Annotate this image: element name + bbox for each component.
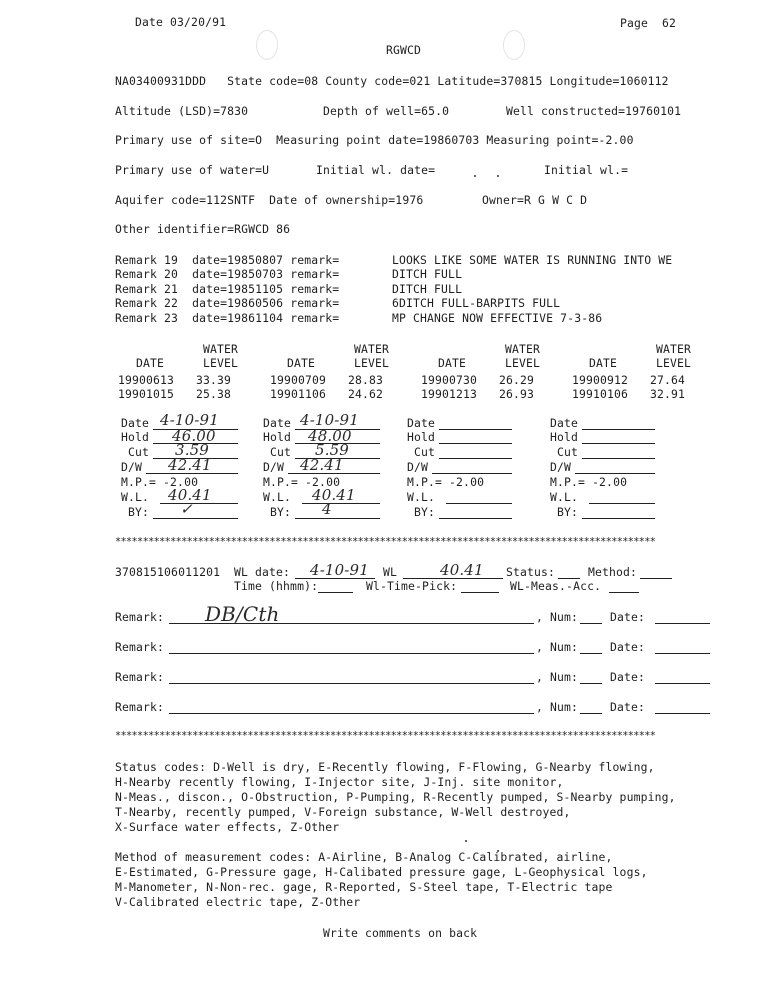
date-field[interactable]: [655, 623, 710, 624]
wl-meas-acc-label: WL-Meas.-Acc.: [510, 579, 602, 593]
cut-handwriting: 3.59: [175, 441, 209, 459]
cut-label: Cut: [270, 445, 292, 459]
hold-handwriting: 46.00: [172, 427, 216, 445]
legend-line: Status codes: D-Well is dry, E-Recently flowing, F-Flowing, G-Nearby flowing,: [115, 760, 655, 774]
date-field[interactable]: [439, 429, 512, 430]
wl-date-label: WL date:: [234, 565, 291, 579]
mp-value: M.P.= -2.00: [407, 475, 485, 489]
date-label: Date:: [610, 640, 646, 654]
owner: Owner=R G W C D: [482, 193, 588, 207]
dot-mark: [474, 175, 476, 177]
table-cell: 25.38: [196, 387, 232, 401]
table-cell: 19900709: [270, 373, 327, 387]
legend-line: M-Manometer, N-Non-rec. gage, R-Reported, S-Steel tape, T-Electric tape: [115, 880, 613, 894]
num-field[interactable]: [580, 653, 602, 654]
num-label: , Num:: [536, 670, 579, 684]
by-field[interactable]: [295, 518, 380, 519]
other-identifier: Other identifier=RGWCD 86: [115, 222, 291, 236]
separator-line: **************************************************************************************************: [115, 731, 656, 742]
by-label: BY:: [557, 505, 579, 519]
wl-date-handwriting: 4-10-91: [310, 561, 369, 579]
cut-field[interactable]: [439, 458, 512, 459]
legend-line: N-Meas., discon., O-Obstruction, P-Pumping, R-Recently pumped, S-Nearby pumping,: [115, 790, 676, 804]
col-header-level: LEVEL: [656, 356, 692, 370]
hold-field[interactable]: [439, 443, 512, 444]
wl-label: W.L.: [550, 490, 579, 504]
aquifer-code: Aquifer code=112SNTF Date of ownership=1976: [115, 193, 424, 207]
by-label: BY:: [414, 505, 436, 519]
col-header-level: LEVEL: [203, 356, 239, 370]
date-label: Date: [263, 416, 292, 430]
mp-value: M.P.= -2.00: [121, 475, 199, 489]
by-handwriting: 4: [322, 500, 332, 518]
hold-label: Hold: [121, 430, 150, 444]
wl-handwriting: 40.41: [312, 486, 356, 504]
remark-label: Remark:: [115, 700, 165, 714]
remark-text: DITCH FULL: [392, 267, 463, 281]
by-handwriting: ✓: [180, 500, 193, 518]
dot-mark: [465, 840, 467, 842]
col-header-water: WATER: [656, 342, 692, 356]
remark-label: Remark 23 date=19861104 remark=: [115, 311, 340, 325]
initial-wl: Initial wl.=: [544, 163, 629, 177]
header-page: Page 62: [620, 16, 677, 30]
col-header-level: LEVEL: [505, 356, 541, 370]
punch-hole-left: [256, 30, 278, 60]
time-field[interactable]: [318, 592, 353, 593]
legend-line: Method of measurement codes: A-Airline, B-Analog C-Calibrated, airline,: [115, 850, 613, 864]
footer-note: Write comments on back: [323, 926, 478, 940]
wl-time-pick-label: Wl-Time-Pick:: [366, 579, 458, 593]
table-cell: 19901015: [118, 387, 175, 401]
by-label: BY:: [270, 505, 292, 519]
hold-label: Hold: [263, 430, 292, 444]
wl-field[interactable]: [589, 503, 655, 504]
remark-handwriting: DB/Cth: [205, 602, 280, 626]
date-label: Date:: [610, 700, 646, 714]
table-cell: 33.39: [196, 373, 232, 387]
remark-label: Remark:: [115, 610, 165, 624]
table-cell: 24.62: [348, 387, 384, 401]
cut-label: Cut: [557, 445, 579, 459]
legend-line: X-Surface water effects, Z-Other: [115, 820, 340, 834]
mp-value: M.P.= -2.00: [263, 475, 341, 489]
wl-handwriting: 40.41: [168, 486, 212, 504]
initial-wl-date: Initial wl. date=: [316, 163, 436, 177]
by-field[interactable]: [439, 518, 512, 519]
col-header-date: DATE: [136, 356, 165, 370]
dw-label: D/W: [263, 460, 285, 474]
legend-line: T-Nearby, recently pumped, V-Foreign substance, W-Well destroyed,: [115, 805, 571, 819]
by-label: BY:: [128, 505, 150, 519]
remark-label: Remark:: [115, 640, 165, 654]
remark-label: Remark 22 date=19860506 remark=: [115, 296, 340, 310]
remark-label: Remark 20 date=19850703 remark=: [115, 267, 340, 281]
table-cell: 26.29: [499, 373, 535, 387]
wl-meas-acc-field[interactable]: [609, 592, 639, 593]
well-constructed: Well constructed=19760101: [506, 104, 682, 118]
wl-label: W.L.: [407, 490, 436, 504]
status-label: Status:: [506, 565, 556, 579]
hold-handwriting: 48.00: [308, 427, 352, 445]
hold-label: Hold: [407, 430, 436, 444]
table-cell: 19901213: [421, 387, 478, 401]
wl-time-pick-field[interactable]: [461, 592, 499, 593]
dw-field[interactable]: [432, 473, 512, 474]
punch-hole-right: [503, 30, 525, 60]
wl-label: WL: [383, 565, 398, 579]
remark-field[interactable]: [169, 653, 534, 654]
dw-handwriting: 42.41: [300, 456, 344, 474]
col-header-water: WATER: [203, 342, 239, 356]
date-label: Date:: [610, 670, 646, 684]
remark-label: Remark 19 date=19850807 remark=: [115, 253, 340, 267]
time-label: Time (hhmm):: [234, 579, 319, 593]
col-header-date: DATE: [287, 356, 316, 370]
site-id-line: NA03400931DDD State code=08 County code=021 Latitude=370815 Longitude=1060112: [115, 74, 669, 88]
site-number: 370815106011201: [115, 565, 221, 579]
remark-text: 6DITCH FULL-BARPITS FULL: [392, 296, 561, 310]
method-field[interactable]: [640, 578, 672, 579]
num-label: , Num:: [536, 700, 579, 714]
primary-use-water: Primary use of water=U: [115, 163, 270, 177]
col-header-water: WATER: [505, 342, 541, 356]
date-handwriting: 4-10-91: [300, 411, 359, 429]
dw-field[interactable]: [575, 473, 655, 474]
remark-text: MP CHANGE NOW EFFECTIVE 7-3-86: [392, 311, 603, 325]
table-cell: 27.64: [650, 373, 686, 387]
dot-mark: [497, 175, 499, 177]
table-cell: 19900912: [572, 373, 629, 387]
table-cell: 26.93: [499, 387, 535, 401]
date-field[interactable]: [655, 653, 710, 654]
num-field[interactable]: [580, 683, 602, 684]
table-cell: 19900613: [118, 373, 175, 387]
date-label: Date: [550, 416, 579, 430]
header-date: Date 03/20/91: [135, 15, 227, 29]
date-field[interactable]: [582, 429, 655, 430]
legend-line: H-Nearby recently flowing, I-Injector site, J-Inj. site monitor,: [115, 775, 564, 789]
dw-handwriting: 42.41: [168, 456, 212, 474]
remark-text: LOOKS LIKE SOME WATER IS RUNNING INTO WE: [392, 253, 673, 267]
col-header-level: LEVEL: [354, 356, 390, 370]
remark-field[interactable]: [169, 683, 534, 684]
dw-label: D/W: [407, 460, 429, 474]
date-label: Date:: [610, 610, 646, 624]
by-field[interactable]: [153, 518, 238, 519]
remark-field[interactable]: [169, 713, 534, 714]
remark-label: Remark 21 date=19851105 remark=: [115, 282, 340, 296]
by-field[interactable]: [582, 518, 655, 519]
cut-label: Cut: [414, 445, 436, 459]
dw-label: D/W: [550, 460, 572, 474]
date-label: Date: [407, 416, 436, 430]
cut-field[interactable]: [582, 458, 655, 459]
altitude: Altitude (LSD)=7830: [115, 104, 249, 118]
method-label: Method:: [588, 565, 638, 579]
col-header-water: WATER: [354, 342, 390, 356]
remark-label: Remark:: [115, 670, 165, 684]
primary-use-site: Primary use of site=O Measuring point date=19860703 Measuring point=-2.00: [115, 133, 634, 147]
num-label: , Num:: [536, 640, 579, 654]
wl-label: W.L.: [121, 490, 150, 504]
date-handwriting: 4-10-91: [160, 411, 219, 429]
col-header-date: DATE: [589, 356, 618, 370]
num-field[interactable]: [580, 623, 602, 624]
remark-text: DITCH FULL: [392, 282, 463, 296]
wl-field[interactable]: [446, 503, 512, 504]
page-title: RGWCD: [386, 43, 422, 57]
date-label: Date: [121, 416, 150, 430]
cut-label: Cut: [128, 445, 150, 459]
mp-value: M.P.= -2.00: [550, 475, 628, 489]
table-cell: 28.83: [348, 373, 384, 387]
table-cell: 19910106: [572, 387, 629, 401]
cut-handwriting: 5.59: [315, 441, 349, 459]
wl-label: W.L.: [263, 490, 292, 504]
table-cell: 19900730: [421, 373, 478, 387]
num-field[interactable]: [580, 713, 602, 714]
wl-handwriting: 40.41: [440, 561, 484, 579]
hold-label: Hold: [550, 430, 579, 444]
table-cell: 32.91: [650, 387, 686, 401]
depth-of-well: Depth of well=65.0: [323, 104, 450, 118]
legend-line: E-Estimated, G-Pressure gage, H-Calibated pressure gage, L-Geophysical logs,: [115, 865, 648, 879]
num-label: , Num:: [536, 610, 579, 624]
dw-label: D/W: [121, 460, 143, 474]
col-header-date: DATE: [438, 356, 467, 370]
date-field[interactable]: [655, 713, 710, 714]
table-cell: 19901106: [270, 387, 327, 401]
separator-line: **************************************************************************************************: [115, 537, 656, 548]
legend-line: V-Calibrated electric tape, Z-Other: [115, 895, 361, 909]
date-field[interactable]: [655, 683, 710, 684]
hold-field[interactable]: [582, 443, 655, 444]
